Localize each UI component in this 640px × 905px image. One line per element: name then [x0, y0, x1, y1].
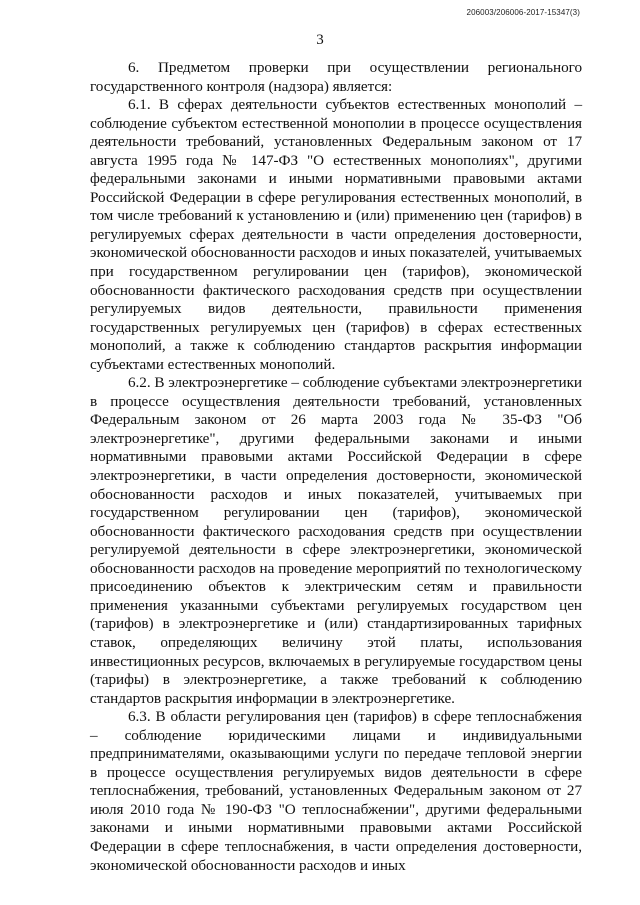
- document-id: 206003/206006-2017-15347(3): [466, 8, 580, 17]
- page-number: 3: [316, 32, 324, 48]
- paragraph-6-3: 6.3. В области регулирования цен (тарифов) в сфере теплоснабжения – соблюдение юридическими лицами и индивидуальными предпринимателями, оказывающими услуги по передаче тепловой энергии в процессе осуществления регулируемых видов деятельности в сфере теплоснабжения, требований, установленных Федеральным законом от 27 июля 2010 года № 190-ФЗ "О теплоснабжении", другими федеральными законами и иными нормативными правовыми актами Российской Федерации в сфере теплоснабжения, в части определения достоверности, экономической обоснованности расходов и иных: [90, 708, 582, 874]
- paragraph-6: 6. Предметом проверки при осуществлении регионального государственного контроля (надзора) является:: [90, 59, 582, 95]
- paragraph-6-2: 6.2. В электроэнергетике – соблюдение субъектами электроэнергетики в процессе осуществления деятельности требований, установленных Федеральным законом от 26 марта 2003 года № 35-ФЗ "Об электроэнергетике", другими федеральными законами и иными нормативными правовыми актами Российской Федерации в сфере электроэнергетики, в части определения достоверности, экономической обоснованности расходов и иных показателей, учитываемых при государственном регулировании цен (тарифов), экономической обоснованности фактического расходования средств при осуществлении регулируемой деятельности в сфере электроэнергетики, экономической обоснованности расходов на проведение мероприятий по технологическому присоединению объектов к электрическим сетям и правильности применения указанными субъектами регулируемых государством цен (тарифов) в электроэнергетике и (или) стандартизированных тарифных ставок, определяющих величину этой платы, использования инвестиционных ресурсов, включаемых в регулируемые государством цены (тарифы) в электроэнергетике, а также требований к соблюдению стандартов раскрытия информации в электроэнергетике.: [90, 374, 582, 707]
- paragraph-6-1: 6.1. В сферах деятельности субъектов естественных монополий – соблюдение субъектом естественной монополии в процессе осуществления деятельности требований, установленных Федеральным законом от 17 августа 1995 года № 147-ФЗ "О естественных монополиях", другими федеральными законами и иными нормативными правовыми актами Российской Федерации в сфере регулирования естественных монополий, в том числе требований к установлению и (или) применению цен (тарифов) в регулируемых сферах деятельности в части определения достоверности, экономической обоснованности расходов и иных показателей, учитываемых при государственном регулировании цен (тарифов), экономической обоснованности фактического расходования средств при осуществлении регулируемых видов деятельности, правильности применения государственных регулируемых цен (тарифов) в сферах естественных монополий, а также к соблюдению стандартов раскрытия информации субъектами естественных монополий.: [90, 96, 582, 373]
- document-body: [90, 59, 582, 875]
